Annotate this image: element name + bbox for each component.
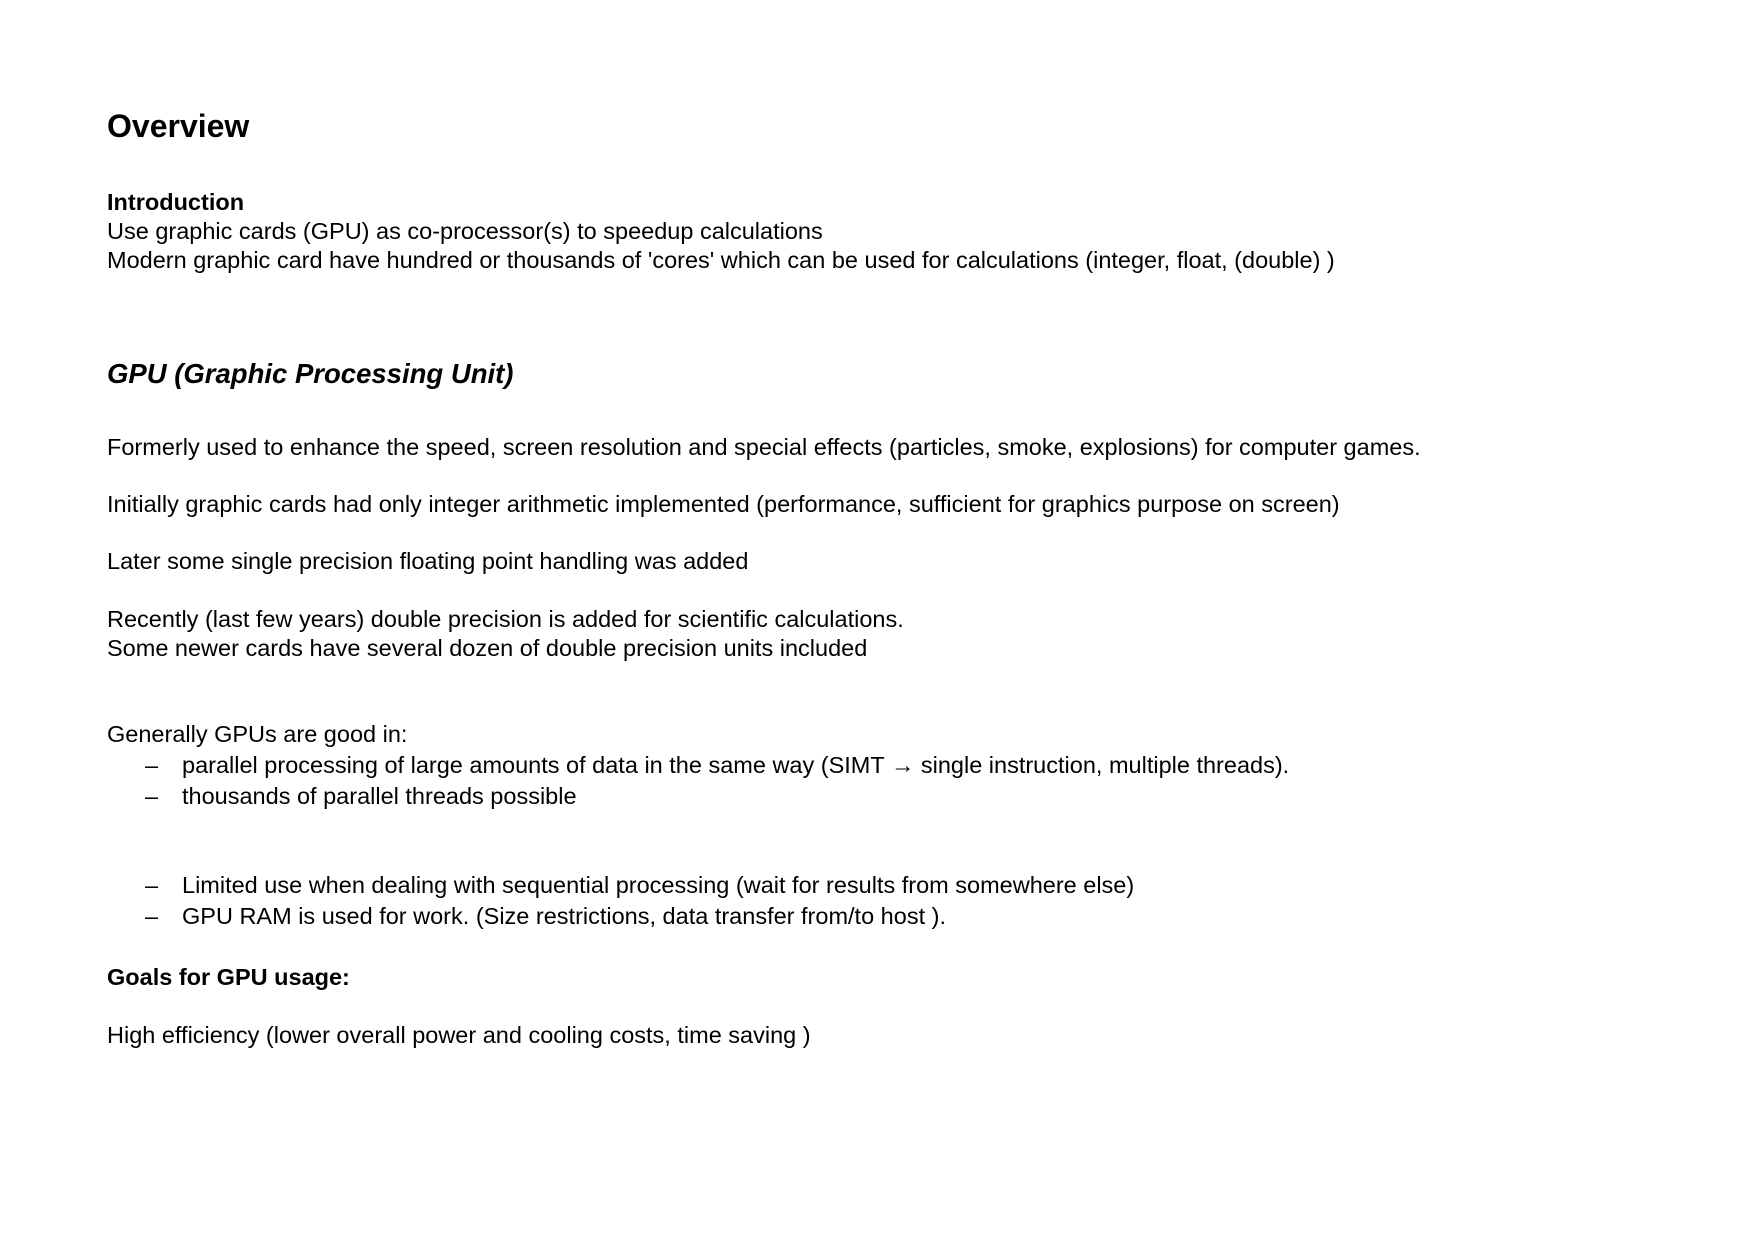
bullet-text: Limited use when dealing with sequential processing (wait for results from somewhere else) [182, 872, 1135, 898]
gpu-paragraph-5: Some newer cards have several dozen of double precision units included [107, 635, 868, 661]
goals-text: High efficiency (lower overall power and cooling costs, time saving ) [107, 1022, 811, 1048]
bullet-marker: – [145, 783, 159, 809]
bullet-marker: – [145, 752, 159, 778]
gpu-paragraph-2: Initially graphic cards had only integer arithmetic implemented (performance, sufficient for graphics purpose on screen) [107, 491, 1340, 517]
page-title: Overview [107, 108, 250, 144]
bullet-text: parallel processing of large amounts of data in the same way (SIMT → single instruction, multiple threads). [182, 752, 1290, 778]
goals-heading: Goals for GPU usage: [107, 964, 350, 990]
good-in-label: Generally GPUs are good in: [107, 721, 408, 747]
document-page [107, 0, 1707, 1240]
introduction-heading: Introduction [107, 189, 245, 215]
bullet-marker: – [145, 903, 159, 929]
gpu-paragraph-3: Later some single precision floating point handling was added [107, 548, 749, 574]
bullet-text: GPU RAM is used for work. (Size restrictions, data transfer from/to host ). [182, 903, 946, 929]
gpu-section-heading: GPU (Graphic Processing Unit) [107, 358, 514, 389]
gpu-paragraph-1: Formerly used to enhance the speed, screen resolution and special effects (particles, smoke, explosions) for computer games. [107, 434, 1421, 460]
introduction-line-1: Use graphic cards (GPU) as co-processor(s) to speedup calculations [107, 218, 823, 244]
bullet-marker: – [145, 872, 159, 898]
bullet-text: thousands of parallel threads possible [182, 783, 577, 809]
gpu-paragraph-4: Recently (last few years) double precision is added for scientific calculations. [107, 606, 904, 632]
introduction-line-2: Modern graphic card have hundred or thousands of 'cores' which can be used for calculations (integer, float, (double) ) [107, 247, 1335, 273]
